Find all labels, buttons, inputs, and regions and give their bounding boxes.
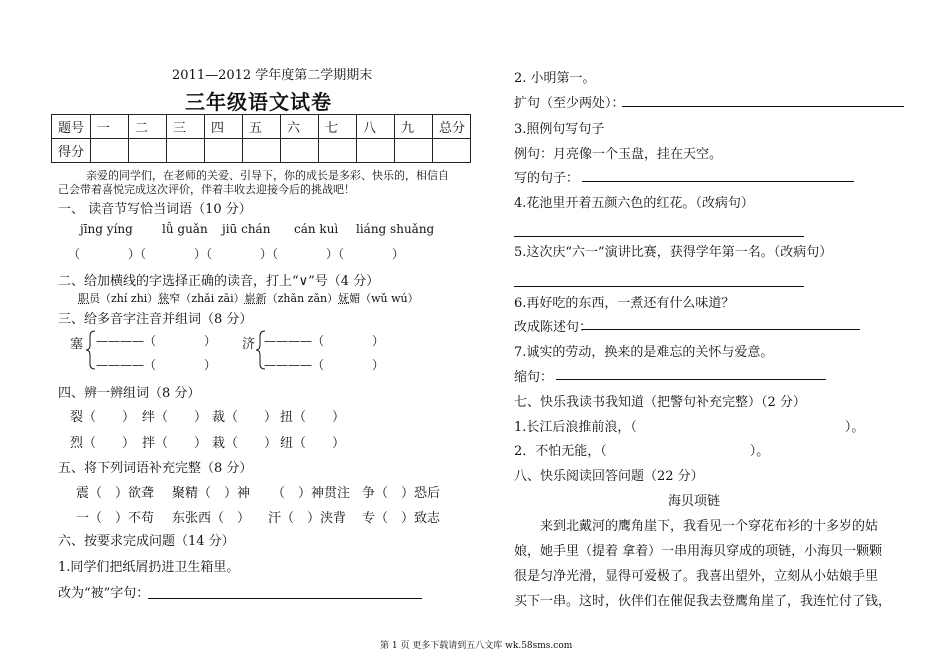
q2-word-underlined: 狭 (158, 292, 170, 305)
q2-pinyin-choice[interactable]: （zhǎn zǎn） (266, 292, 339, 305)
q4-item[interactable]: 烈（ ） (70, 436, 136, 451)
q3-line-1b[interactable]: ————（ ） (96, 358, 217, 372)
q2-word-underlined: 崭新 (244, 292, 267, 305)
table-cell: 四 (205, 115, 243, 139)
passage-line: 买下一串。这时，伙伴们在催促我去登鹰角崖了，我连忙付了钱， (514, 594, 892, 609)
score-cell[interactable] (357, 139, 395, 163)
q4-heading: 四、辨一辨组词（8 分） (58, 386, 201, 401)
score-table-score-row (52, 139, 471, 163)
q6-item-6: 6.再好吃的东西，一煮还有什么味道？ (514, 296, 735, 311)
q5-item[interactable]: （ ）神贯注 (272, 486, 351, 501)
q2-heading: 二、给加横线的字选择正确的读音，打上“∨”号（4 分） (58, 274, 380, 289)
q1-pinyin-4: cán kuì (294, 222, 339, 236)
q5-item[interactable]: 汗（ ）浃背 (268, 511, 347, 526)
score-table (51, 114, 471, 163)
answer-line[interactable] (148, 598, 422, 599)
q3-char-2: 济 (242, 337, 256, 352)
q5-heading: 五、将下列词语补充完整（8 分） (58, 461, 253, 476)
q6-item-3: 3.照例句写句子 (514, 122, 605, 137)
q4-item[interactable]: 裂（ ） (70, 410, 136, 425)
q2-word-rest: 媚 (349, 292, 361, 305)
q6-item-2-prompt: 扩句（至少两处）： (514, 96, 625, 111)
q6-item-3-prompt: 写的句子： (514, 171, 580, 186)
answer-line[interactable] (514, 236, 804, 237)
page-footer: 第 1 页 更多下载请到五八文库 wk.58sms.com (380, 641, 573, 651)
answer-line[interactable] (582, 181, 854, 182)
q7-heading: 七、快乐我读书我知道（把警句补充完整）（2 分） (514, 395, 806, 410)
q6-item-7: 7.诚实的劳动，换来的是难忘的关怀与爱意。 (514, 345, 774, 360)
exam-title: 三年级语文试卷 (185, 90, 332, 114)
q5-item[interactable]: 一（ ）不苟 (76, 511, 155, 526)
brace-icon (86, 330, 96, 370)
q1-pinyin-3: jiū chán (222, 222, 271, 236)
table-cell: 二 (129, 115, 167, 139)
q3-line-2a[interactable]: ————（ ） (264, 334, 385, 348)
answer-line[interactable] (556, 379, 826, 380)
answer-line[interactable] (514, 286, 804, 287)
q3-heading: 三、给多音字注音并组词（8 分） (58, 312, 253, 327)
passage-title: 海贝项链 (668, 494, 721, 509)
passage-line: 很是匀净光滑，显得可爱极了。我喜出望外，立刻从小姑娘手里 (514, 569, 879, 584)
q2-pinyin-choice[interactable]: （wǔ wú） (360, 292, 419, 305)
intro-line-1: 亲爱的同学们，在老师的关爱、引导下，你的成长是多彩、快乐的，相信自 (86, 169, 449, 182)
q6-item-6-prompt: 改成陈述句： (514, 320, 593, 335)
answer-line[interactable] (622, 106, 904, 107)
score-cell[interactable] (91, 139, 129, 163)
q4-item[interactable]: 裁（ ） (212, 410, 278, 425)
q1-pinyin-2: lǚ guǎn (162, 222, 208, 236)
intro-line-2: 己会带着喜悦完成这次评价，伴着丰收去迎接今后的挑战吧！ (58, 183, 355, 196)
q2-word-underlined: 妩 (338, 292, 350, 305)
q3-char-1: 塞 (70, 337, 84, 352)
q3-line-2b[interactable]: ————（ ） (264, 358, 385, 372)
table-cell: 一 (91, 115, 129, 139)
q6-heading: 六、按要求完成问题（14 分） (58, 534, 235, 549)
answer-line[interactable] (582, 329, 860, 330)
q4-item[interactable]: 拌（ ） (142, 436, 208, 451)
q2-pinyin-choice[interactable]: （zhǎi zāi） (180, 292, 245, 305)
table-cell: 六 (281, 115, 319, 139)
q6-item-3-example: 例句：月亮像一个玉盘，挂在天空。 (514, 147, 723, 162)
q2-word-rest: 窄 (169, 292, 181, 305)
table-cell: 总分 (433, 115, 471, 139)
q1-answer-blanks[interactable]: （ ）（ ）（ ）（ ）（ ） (68, 247, 405, 261)
table-cell: 三 (167, 115, 205, 139)
q5-item[interactable]: 震（ ）欲聋 (76, 486, 155, 501)
q7-item-2[interactable]: 2．不怕无能，（ ）。 (514, 444, 770, 459)
q6-item-1-prompt: 改为“被”字句： (58, 586, 150, 601)
q2-pinyin-choice[interactable]: （zhí zhi） (100, 292, 159, 305)
q1-heading: 一、 读音节写恰当词语（10 分） (58, 202, 252, 217)
score-cell[interactable] (167, 139, 205, 163)
score-cell[interactable] (129, 139, 167, 163)
q6-item-4: 4.花池里开着五颜六色的红花。（改病句） (514, 196, 754, 211)
q5-item[interactable]: 东张西（ ） (172, 511, 251, 526)
q2-items (78, 290, 419, 306)
q8-heading: 八、快乐阅读回答问题（22 分） (514, 469, 704, 484)
score-cell[interactable] (433, 139, 471, 163)
passage-line: 来到北戴河的鹰角崖下，我看见一个穿花布衫的十多岁的姑 (540, 519, 879, 534)
score-cell[interactable] (281, 139, 319, 163)
score-cell[interactable] (319, 139, 357, 163)
q6-item-7-prompt: 缩句： (514, 370, 554, 385)
q7-item-1[interactable]: 1.长江后浪推前浪，（ ）。 (514, 420, 865, 435)
score-table-header-row (52, 115, 471, 139)
score-cell[interactable] (205, 139, 243, 163)
q2-word-underlined: 职 (78, 292, 89, 305)
table-cell: 题号 (52, 115, 91, 139)
score-cell[interactable] (243, 139, 281, 163)
q5-item[interactable]: 聚精（ ）神 (172, 486, 251, 501)
q3-line-1a[interactable]: ————（ ） (96, 334, 217, 348)
q4-item[interactable]: 栽（ ） (212, 436, 278, 451)
table-cell: 八 (357, 115, 395, 139)
q2-word-rest: 员 (89, 292, 100, 305)
q1-pinyin-5: liáng shuǎng (356, 222, 435, 236)
score-cell[interactable] (395, 139, 433, 163)
q4-item[interactable]: 扭（ ） (280, 410, 346, 425)
q1-pinyin-1: jīng yíng (80, 222, 133, 236)
table-cell: 九 (395, 115, 433, 139)
q5-item[interactable]: 专（ ）致志 (362, 511, 441, 526)
table-cell: 七 (319, 115, 357, 139)
q5-item[interactable]: 争（ ）恐后 (362, 486, 441, 501)
passage-line: 娘，她手里（提着 拿着）一串用海贝穿成的项链，小海贝一颗颗 (514, 544, 883, 559)
q6-item-2: 2. 小明第一。 (514, 71, 596, 86)
q6-item-5: 5.这次庆“六一”演讲比赛，获得学年第一名。（改病句） (514, 245, 833, 260)
table-cell: 五 (243, 115, 281, 139)
q4-item[interactable]: 纽（ ） (280, 436, 346, 451)
exam-subtitle: 2011—2012 学年度第二学期期末 (172, 68, 373, 83)
q6-item-1: 1.同学们把纸屑扔进卫生箱里。 (58, 560, 240, 575)
table-cell: 得分 (52, 139, 91, 163)
q4-item[interactable]: 绊（ ） (142, 410, 208, 425)
